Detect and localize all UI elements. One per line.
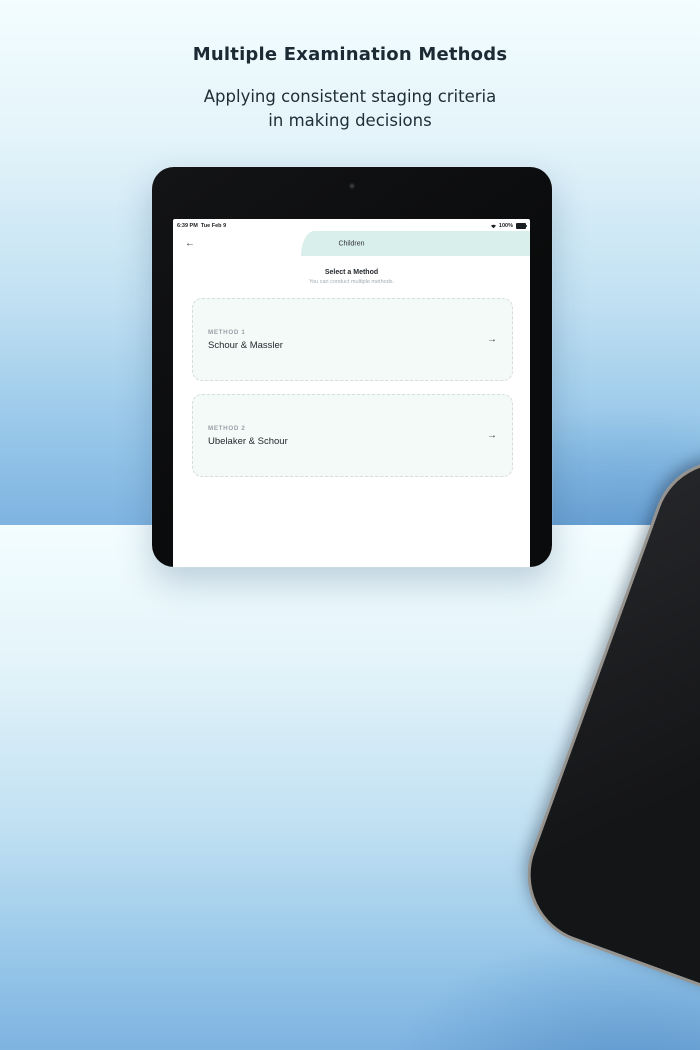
tablet-device	[152, 167, 552, 567]
section-title: Select a Method	[324, 269, 379, 276]
method-info	[208, 425, 288, 447]
battery-percent: 100%	[498, 223, 513, 229]
wifi-icon	[490, 223, 497, 229]
status-time: 6:39 PM Tue Feb 9	[177, 223, 227, 229]
hero-section	[0, 44, 700, 133]
page-subtitle: Applying consistent staging criteria in making decisions	[203, 87, 497, 130]
tab-label: Children	[338, 240, 365, 247]
tablet-camera-icon	[349, 183, 355, 189]
method-info	[208, 329, 283, 351]
method-label: METHOD 1	[208, 328, 246, 336]
app-header	[173, 231, 530, 256]
arrow-right-icon[interactable]: →	[487, 333, 497, 345]
method-card-1[interactable]	[192, 298, 513, 381]
section-subtitle: You can conduct multiple methods.	[308, 279, 395, 285]
app-screen	[173, 219, 530, 567]
status-right-cluster	[490, 223, 526, 229]
back-arrow-icon[interactable]: ←	[185, 237, 195, 249]
section-heading	[173, 269, 530, 285]
page-title: Multiple Examination Methods	[192, 44, 508, 65]
method-label: METHOD 2	[208, 424, 246, 432]
method-name: Ubelaker & Schour	[208, 435, 288, 447]
battery-icon	[516, 223, 526, 229]
method-card-2[interactable]	[192, 394, 513, 477]
method-name: Schour & Massler	[208, 339, 283, 351]
arrow-right-icon[interactable]: →	[487, 429, 497, 441]
status-bar	[173, 219, 530, 231]
method-list	[173, 285, 530, 477]
